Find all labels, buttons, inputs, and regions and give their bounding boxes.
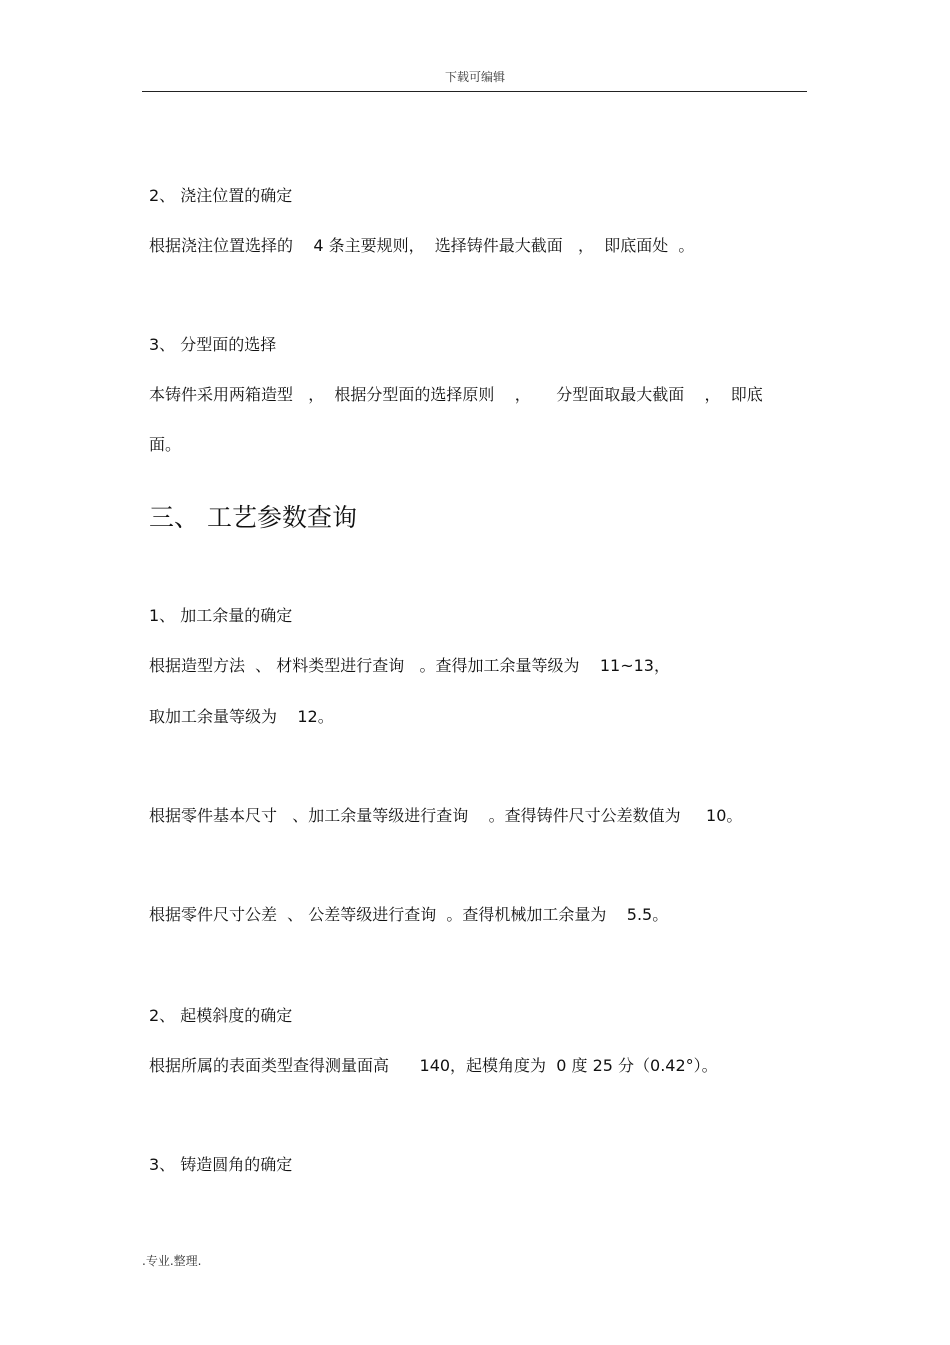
paragraph-parting-surface-line2: 面。 xyxy=(149,435,182,454)
heading-casting-fillet: 3、 铸造圆角的确定 xyxy=(149,1155,293,1174)
section-title-process-parameters: 三、 工艺参数查询 xyxy=(149,503,357,532)
paragraph-allowance-line1: 根据造型方法 、 材料类型进行查询 。查得加工余量等级为 11~13， xyxy=(149,656,670,675)
paragraph-parting-surface-line1: 本铸件采用两箱造型 ， 根据分型面的选择原则 ， 分型面取最大截面 ， 即底 xyxy=(149,385,763,404)
heading-pouring-position: 2、 浇注位置的确定 xyxy=(149,186,293,205)
header-text: 下载可编辑 xyxy=(444,70,505,84)
heading-draft-angle: 2、 起模斜度的确定 xyxy=(149,1006,293,1025)
paragraph-allowance-line2: 取加工余量等级为 12。 xyxy=(149,707,334,726)
page-footer: .专业.整理. xyxy=(142,1254,202,1268)
heading-parting-surface: 3、 分型面的选择 xyxy=(149,335,277,354)
header-divider xyxy=(142,91,807,92)
paragraph-machining-allowance-value: 根据零件尺寸公差 、 公差等级进行查询 。查得机械加工余量为 5.5。 xyxy=(149,905,669,924)
paragraph-dimension-tolerance: 根据零件基本尺寸 、加工余量等级进行查询 。查得铸件尺寸公差数值为 10。 xyxy=(149,806,743,825)
paragraph-pouring-position: 根据浇注位置选择的 4 条主要规则， 选择铸件最大截面 ， 即底面处 。 xyxy=(149,236,695,255)
heading-machining-allowance: 1、 加工余量的确定 xyxy=(149,606,293,625)
paragraph-draft-angle: 根据所属的表面类型查得测量面高 140，起模角度为 0 度 25 分（0.42°）。 xyxy=(149,1056,718,1075)
